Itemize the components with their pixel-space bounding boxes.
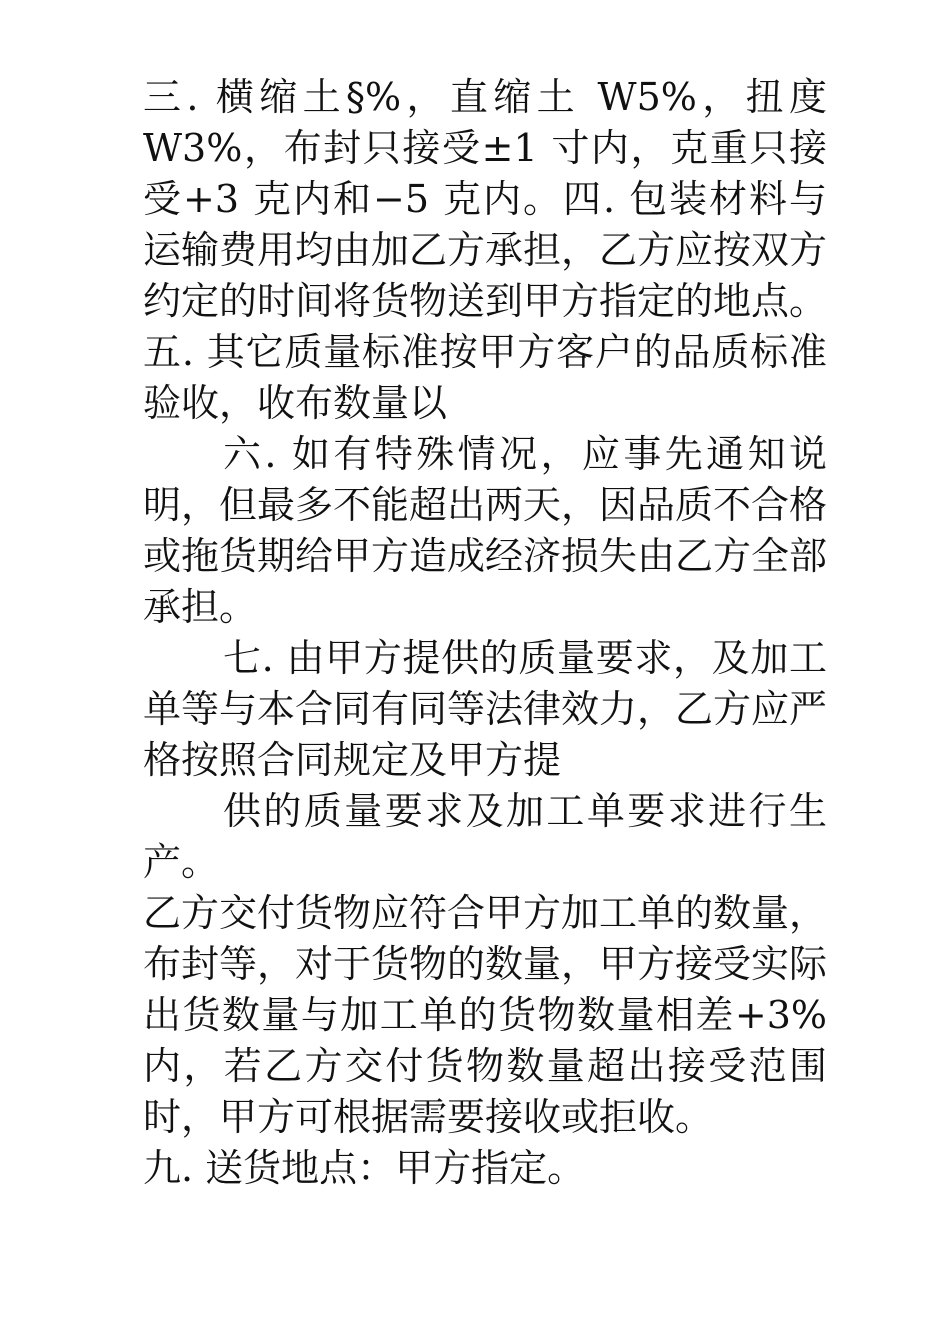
clause-5-paragraph: 五. 其它质量标准按甲方客户的品质标准验收，收布数量以	[143, 330, 827, 425]
clause-7-paragraph: 七. 由甲方提供的质量要求，及加工单等与本合同有同等法律效力，乙方应严格按照合同规定及甲方提	[143, 636, 828, 782]
clause-9-paragraph: 九. 送货地点：甲方指定。	[143, 1146, 586, 1190]
document-page	[143, 72, 827, 1194]
delivery-quantity-paragraph: 乙方交付货物应符合甲方加工单的数量，布封等，对于货物的数量，甲方接受实际出货数量与加工单的货物数量相差+3%内，若乙方交付货物数量超出接受范围时，甲方可根据需要接收或拒收。	[143, 891, 828, 1139]
clause-7-continuation-paragraph: 供的质量要求及加工单要求进行生产。	[143, 789, 827, 884]
clause-3-4-paragraph: 三. 横缩土§%，直缩土 W5%，扭度 W3%，布封只接受±1 寸内，克重只接受+3 克内和−5 克内。四. 包装材料与运输费用均由加乙方承担，乙方应按双方约定的时间将货物送到甲方指定的地点。	[143, 75, 828, 323]
clause-6-paragraph: 六. 如有特殊情况，应事先通知说明，但最多不能超出两天，因品质不合格或拖货期给甲方造成经济损失由乙方全部承担。	[143, 432, 828, 629]
